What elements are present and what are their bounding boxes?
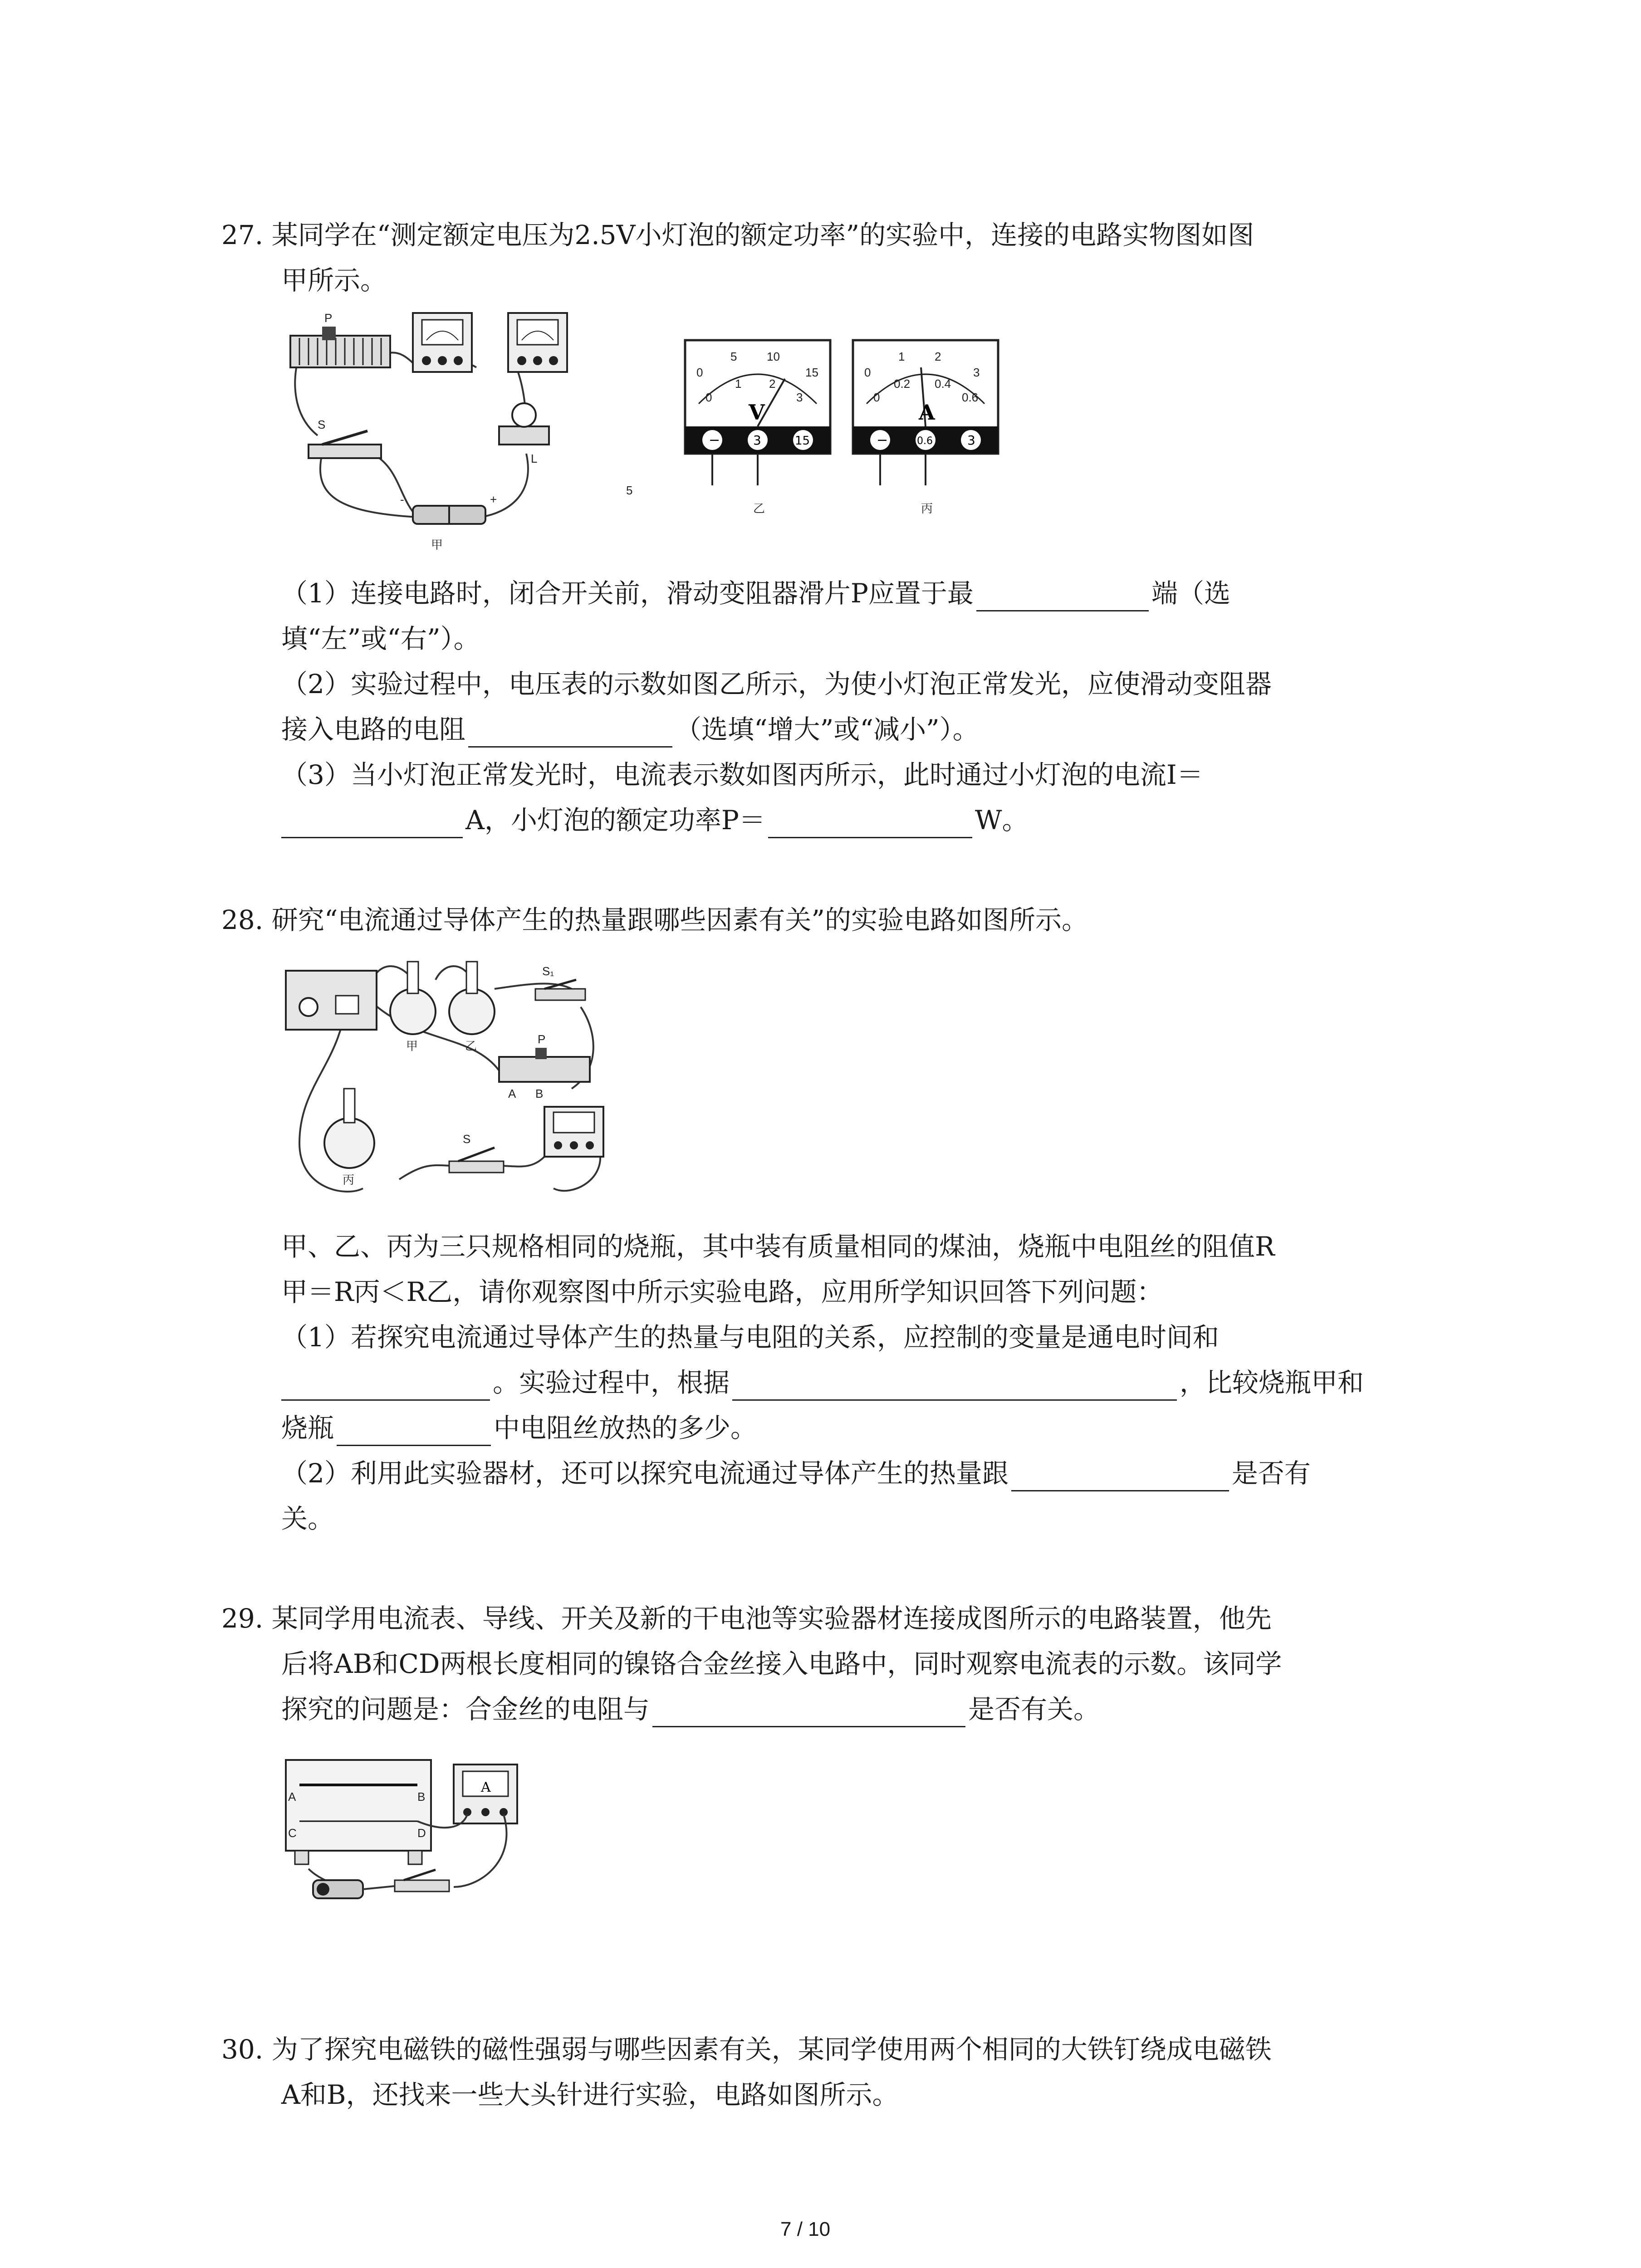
svg-text:甲: 甲 xyxy=(406,1039,418,1053)
svg-text:3: 3 xyxy=(753,433,761,448)
q28-part-1-line-1: （1）若探究电流通过导体产生的热量与电阻的关系，应控制的变量是通电时间和 xyxy=(281,1322,1219,1353)
q30-stem-line-1: 30. 为了探究电磁铁的磁性强弱与哪些因素有关，某同学使用两个相同的大铁钉绕成电磁铁 xyxy=(221,2034,1272,2065)
answer-blank-q28-1b[interactable] xyxy=(732,1372,1177,1401)
svg-text:−: − xyxy=(709,432,720,448)
svg-text:1: 1 xyxy=(898,350,905,363)
svg-text:B: B xyxy=(535,1087,544,1100)
svg-text:S₁: S₁ xyxy=(542,964,554,978)
svg-text:P: P xyxy=(324,311,333,325)
fig-yi-label: 乙 xyxy=(753,502,765,515)
battery xyxy=(400,493,497,524)
ammeter-device xyxy=(454,1765,517,1823)
q27-part-1-line-2: 填“左”或“右”）。 xyxy=(281,623,480,654)
q29-stem-line-2: 后将AB和CD两根长度相同的镍铬合金丝接入电路中，同时观察电流表的示数。该同学 xyxy=(281,1648,1282,1679)
answer-blank-q27-1[interactable] xyxy=(976,583,1149,611)
q28-part-1-line-3: 烧瓶 中电阻丝放热的多少。 xyxy=(281,1410,757,1446)
fig-jia-label: 甲 xyxy=(431,538,443,552)
q27-figure-yi-voltmeter xyxy=(681,336,835,517)
svg-text:0.6: 0.6 xyxy=(962,391,979,404)
svg-text:0: 0 xyxy=(696,366,703,379)
q27-figure-bing-ammeter xyxy=(848,336,1003,517)
svg-text:1: 1 xyxy=(735,377,742,391)
q30-number: 30. xyxy=(221,2034,264,2065)
stray-number: 5 xyxy=(626,484,633,497)
answer-blank-q28-1a[interactable] xyxy=(281,1372,490,1401)
q28-part-2-line-1: （2）利用此实验器材，还可以探究电流通过导体产生的热量跟 是否有 xyxy=(281,1455,1311,1491)
svg-text:0.4: 0.4 xyxy=(935,377,951,391)
q28-desc-line-1: 甲、乙、丙为三只规格相同的烧瓶，其中装有质量相同的煤油，烧瓶中电阻丝的阻值R xyxy=(281,1231,1275,1262)
switch xyxy=(363,1870,449,1892)
switch-s xyxy=(449,1132,504,1173)
flask-jia xyxy=(390,962,436,1053)
svg-text:2: 2 xyxy=(935,350,941,363)
svg-text:-: - xyxy=(400,493,404,506)
svg-text:+: + xyxy=(490,493,497,506)
fig-bing-label: 丙 xyxy=(921,502,933,515)
svg-text:S: S xyxy=(318,418,326,431)
answer-blank-q28-1c[interactable] xyxy=(337,1418,491,1446)
svg-text:3: 3 xyxy=(796,391,803,404)
q28-desc-line-2: 甲＝R丙＜R乙，请你观察图中所示实验电路，应用所学知识回答下列问题： xyxy=(281,1276,1163,1307)
flask-yi xyxy=(449,962,495,1053)
svg-text:L: L xyxy=(531,452,538,465)
q28-figure-heating-circuit xyxy=(281,953,626,1207)
answer-blank-q29[interactable] xyxy=(652,1699,965,1727)
q28-number: 28. xyxy=(221,904,264,935)
svg-text:S: S xyxy=(463,1132,471,1146)
voltmeter-device xyxy=(508,313,567,372)
flask-bing xyxy=(324,1089,374,1187)
q28-stem-line: 28. 研究“电流通过导体产生的热量跟哪些因素有关”的实验电路如图所示。 xyxy=(221,904,1088,935)
svg-text:C: C xyxy=(288,1826,297,1840)
q29-stem-line-3: 探究的问题是：合金丝的电阻与 是否有关。 xyxy=(281,1691,1100,1727)
page-number: 7 / 10 xyxy=(780,2218,831,2240)
svg-text:乙: 乙 xyxy=(465,1039,477,1053)
svg-text:−: − xyxy=(877,432,888,448)
q27-part-2-line-1: （2）实验过程中，电压表的示数如图乙所示，为使小灯泡正常发光，应使滑动变阻器 xyxy=(281,669,1272,699)
ammeter-device xyxy=(544,1107,603,1157)
svg-text:D: D xyxy=(417,1826,426,1840)
answer-blank-q27-3a[interactable] xyxy=(281,810,463,838)
q28-part-1-line-2: 。实验过程中，根据 ，比较烧瓶甲和 xyxy=(281,1364,1364,1401)
svg-text:A: A xyxy=(481,1779,491,1795)
battery xyxy=(313,1880,363,1898)
q27-part-1-line-1: （1）连接电路时，闭合开关前，滑动变阻器滑片P应置于最 端（选 xyxy=(281,575,1230,611)
svg-text:A: A xyxy=(919,400,935,425)
rheostat xyxy=(499,1032,590,1100)
svg-text:V: V xyxy=(749,400,765,425)
q30-stem-line-2: A和B，还找来一些大头针进行实验，电路如图所示。 xyxy=(281,2079,899,2110)
rheostat xyxy=(290,311,390,367)
q27-part-3-line-2: A，小灯泡的额定功率P＝ W。 xyxy=(281,802,1029,838)
svg-text:5: 5 xyxy=(730,350,737,363)
q29-number: 29. xyxy=(221,1603,264,1634)
svg-text:A: A xyxy=(508,1087,516,1100)
svg-text:3: 3 xyxy=(973,366,980,379)
svg-text:0: 0 xyxy=(864,366,871,379)
answer-blank-q28-2[interactable] xyxy=(1011,1463,1229,1491)
q27-figure-jia-circuit xyxy=(281,304,644,558)
svg-text:0.2: 0.2 xyxy=(894,377,911,391)
svg-text:P: P xyxy=(538,1032,546,1046)
svg-text:15: 15 xyxy=(805,366,818,379)
q27-part-2-line-2: 接入电路的电阻 （选填“增大”或“减小”）。 xyxy=(281,711,979,748)
svg-text:A: A xyxy=(288,1790,296,1804)
svg-text:10: 10 xyxy=(767,350,780,363)
q27-stem-text-1: 某同学在“测定额定电压为2.5V小灯泡的额定功率”的实验中，连接的电路实物图如图 xyxy=(271,220,1254,250)
svg-text:B: B xyxy=(417,1790,426,1804)
q29-stem-line-1: 29. 某同学用电流表、导线、开关及新的干电池等实验器材连接成图所示的电路装置，他先 xyxy=(221,1603,1272,1634)
answer-blank-q27-3b[interactable] xyxy=(768,810,972,838)
q27-number: 27. xyxy=(221,220,264,250)
power-supply xyxy=(286,971,377,1030)
svg-text:2: 2 xyxy=(769,377,776,391)
svg-text:3: 3 xyxy=(967,433,975,448)
lamp xyxy=(499,403,549,465)
q27-part-3-line-1: （3）当小灯泡正常发光时，电流表示数如图丙所示，此时通过小灯泡的电流I＝ xyxy=(281,759,1203,790)
q28-part-2-line-2: 关。 xyxy=(281,1503,334,1534)
q27-stem-line-1 xyxy=(221,217,1254,253)
svg-text:15: 15 xyxy=(795,434,810,448)
svg-text:丙: 丙 xyxy=(343,1173,355,1187)
switch xyxy=(309,418,381,458)
ammeter-device xyxy=(413,313,472,372)
q29-figure-alloy-wire-circuit xyxy=(281,1751,535,1923)
switch-s1 xyxy=(535,964,585,1000)
svg-text:0: 0 xyxy=(705,391,712,404)
svg-text:0.6: 0.6 xyxy=(917,435,933,447)
q27-stem-line-2: 甲所示。 xyxy=(281,265,387,296)
answer-blank-q27-2[interactable] xyxy=(468,719,672,748)
svg-text:0: 0 xyxy=(873,391,880,404)
